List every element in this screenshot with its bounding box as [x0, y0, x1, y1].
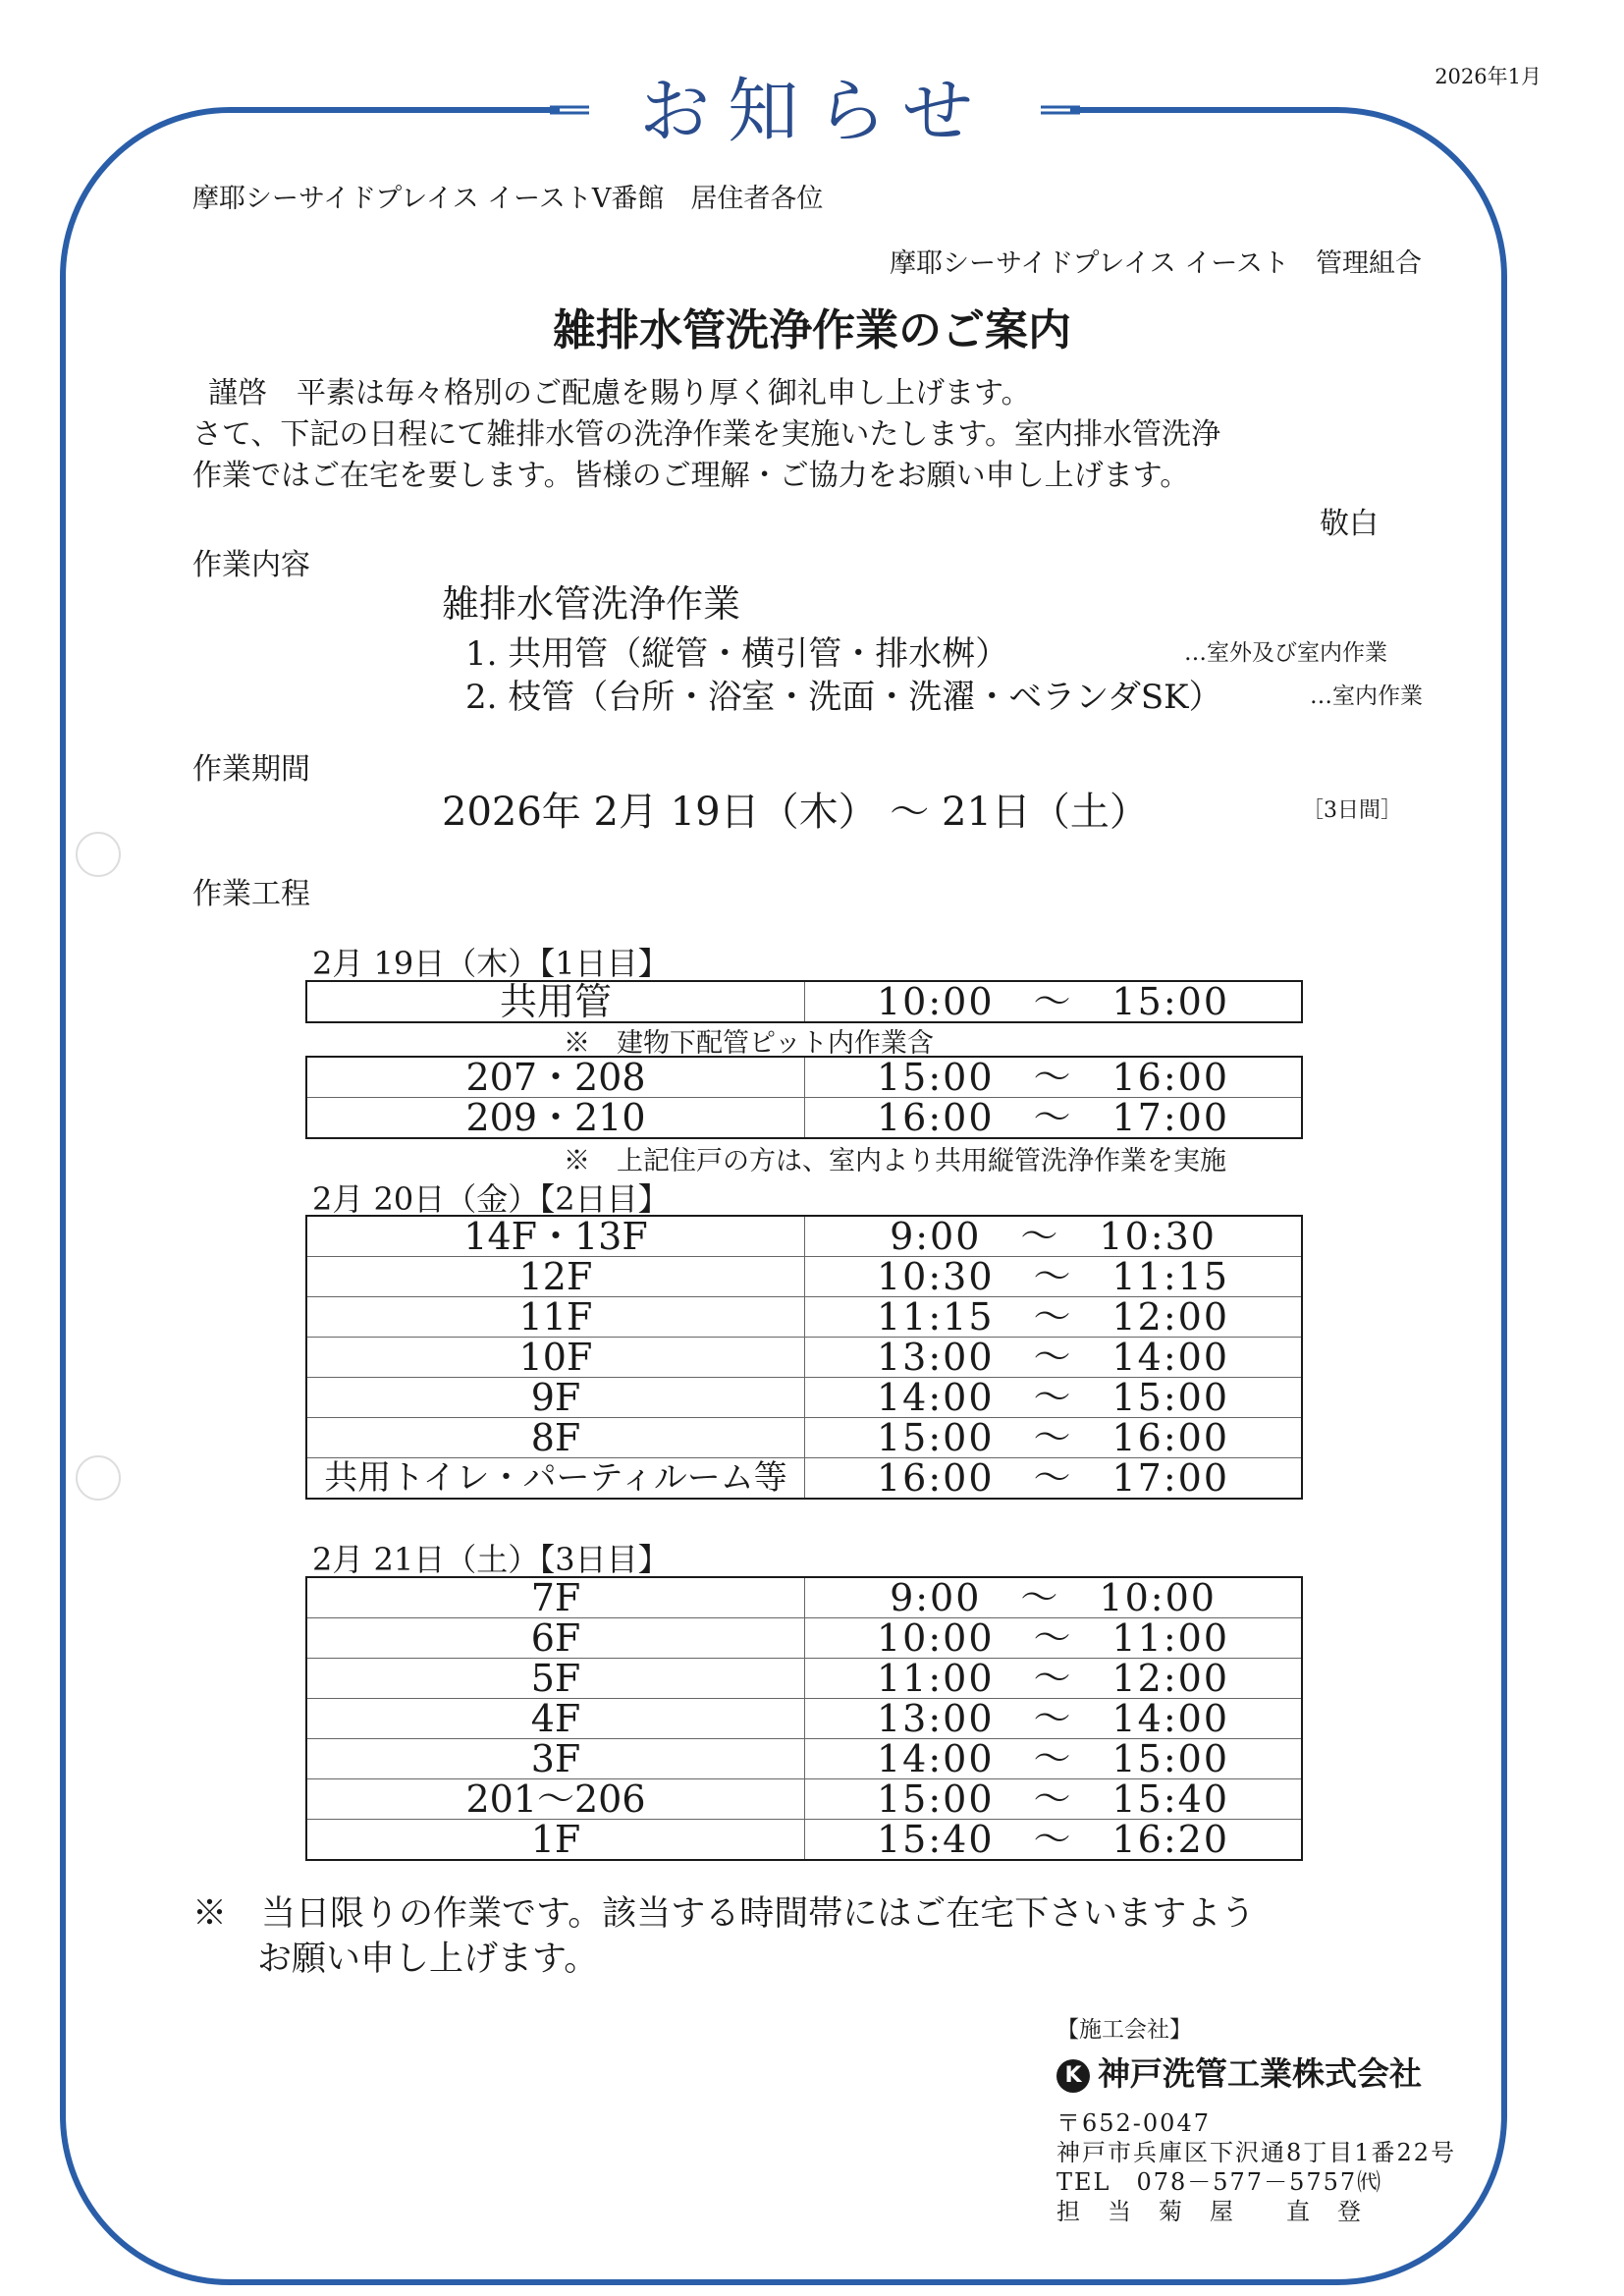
footer-line: お願い申し上げます。	[257, 1940, 599, 1979]
greeting-body	[192, 373, 1479, 497]
company-logo-icon: K	[1056, 2059, 1090, 2093]
work-label: 作業内容	[192, 548, 310, 582]
time-cell: 15:00 ～ 16:00	[805, 1418, 1303, 1458]
greeting-line: さて、下記の日程にて雑排水管の洗浄作業を実施いたします。室内排水管洗浄	[192, 417, 1220, 452]
greeting-line: 謹啓 平素は毎々格別のご配慮を賜り厚く御礼申し上げます。	[208, 376, 1031, 410]
company-label: 【施工会社】	[1056, 2017, 1192, 2043]
location-cell: 7F	[306, 1577, 805, 1618]
table-row	[306, 1820, 1302, 1861]
table-row	[306, 1739, 1302, 1779]
notice-title: お知らせ	[589, 67, 1041, 155]
period-label: 作業期間	[192, 752, 310, 787]
table-row	[306, 1297, 1302, 1338]
time-cell: 13:00 ～ 14:00	[805, 1338, 1303, 1378]
location-cell: 4F	[306, 1699, 805, 1739]
day1-table-units	[305, 1056, 1303, 1139]
location-cell: 207・208	[306, 1057, 805, 1098]
location-cell: 5F	[306, 1659, 805, 1699]
issue-date: 2026年1月	[1435, 65, 1542, 88]
table-row	[306, 1458, 1302, 1500]
table-row	[306, 1057, 1302, 1098]
time-cell: 14:00 ～ 15:00	[805, 1378, 1303, 1418]
work-item-2: 2. 枝管（台所・浴室・洗面・洗濯・ベランダSK）	[465, 678, 1222, 717]
time-cell: 16:00 ～ 17:00	[805, 1458, 1303, 1500]
addressee: 摩耶シーサイドプレイス イーストⅤ番館 居住者各位	[192, 184, 824, 214]
time-cell: 16:00 ～ 17:00	[805, 1098, 1303, 1139]
time-cell: 9:00 ～ 10:00	[805, 1577, 1303, 1618]
day1-heading: 2月 19日（木）【1日目】	[312, 945, 670, 982]
table-row	[306, 1338, 1302, 1378]
location-cell: 9F	[306, 1378, 805, 1418]
location-cell: 1F	[306, 1820, 805, 1861]
location-cell: 14F・13F	[306, 1216, 805, 1257]
time-cell: 10:30 ～ 11:15	[805, 1257, 1303, 1297]
company-name-block	[1056, 2049, 1422, 2095]
day2-table	[305, 1215, 1303, 1500]
footer-notice	[192, 1891, 1255, 1982]
table-row	[306, 1779, 1302, 1820]
table-row	[306, 1618, 1302, 1659]
time-cell: 10:00 ～ 15:00	[805, 981, 1303, 1022]
table-row	[306, 1216, 1302, 1257]
location-cell: 201～206	[306, 1779, 805, 1820]
company-tel: TEL 078－577－5757㈹	[1056, 2168, 1383, 2196]
location-cell: 8F	[306, 1418, 805, 1458]
day1-table-common	[305, 980, 1303, 1023]
location-cell: 12F	[306, 1257, 805, 1297]
location-cell: 3F	[306, 1739, 805, 1779]
location-cell: 共用トイレ・パーティルーム等	[306, 1458, 805, 1500]
sender: 摩耶シーサイドプレイス イースト 管理組合	[890, 248, 1422, 279]
company-postal: 〒652-0047	[1056, 2109, 1211, 2137]
subject-heading: 雑排水管洗浄作業のご案内	[553, 305, 1071, 355]
work-item-2-note: …室内作業	[1310, 683, 1423, 709]
time-cell: 9:00 ～ 10:30	[805, 1216, 1303, 1257]
time-cell: 11:15 ～ 12:00	[805, 1297, 1303, 1338]
time-cell: 11:00 ～ 12:00	[805, 1659, 1303, 1699]
time-cell: 15:00 ～ 15:40	[805, 1779, 1303, 1820]
table-row	[306, 1257, 1302, 1297]
process-label: 作業工程	[192, 877, 310, 911]
location-cell: 10F	[306, 1338, 805, 1378]
company-contact: 担 当 菊 屋 直 登	[1056, 2198, 1363, 2225]
period-days: ［3日間］	[1302, 798, 1402, 823]
time-cell: 15:00 ～ 16:00	[805, 1057, 1303, 1098]
location-cell: 11F	[306, 1297, 805, 1338]
table-row	[306, 1098, 1302, 1139]
time-cell: 10:00 ～ 11:00	[805, 1618, 1303, 1659]
day2-heading: 2月 20日（金）【2日目】	[312, 1180, 670, 1218]
time-cell: 14:00 ～ 15:00	[805, 1739, 1303, 1779]
work-name: 雑排水管洗浄作業	[442, 582, 741, 626]
work-item-1: 1. 共用管（縦管・横引管・排水桝）	[465, 634, 1009, 674]
period-value: 2026年 2月 19日（木） ～ 21日（土）	[442, 790, 1149, 835]
location-cell: 209・210	[306, 1098, 805, 1139]
day1-note-b: ※ 上記住戸の方は、室内より共用縦管洗浄作業を実施	[564, 1146, 1226, 1176]
table-row	[306, 1378, 1302, 1418]
table-row	[306, 1418, 1302, 1458]
greeting-line: 作業ではご在宅を要します。皆様のご理解・ご協力をお願い申し上げます。	[192, 459, 1190, 493]
location-cell: 6F	[306, 1618, 805, 1659]
time-cell: 13:00 ～ 14:00	[805, 1699, 1303, 1739]
time-cell: 15:40 ～ 16:20	[805, 1820, 1303, 1861]
greeting-closing: 敬白	[1320, 507, 1379, 541]
location-cell: 共用管	[306, 981, 805, 1022]
table-row	[306, 981, 1302, 1022]
day1-note-a: ※ 建物下配管ピット内作業含	[564, 1028, 934, 1059]
company-name: 神戸洗管工業株式会社	[1098, 2054, 1422, 2093]
day3-heading: 2月 21日（土）【3日目】	[312, 1541, 670, 1578]
footer-line: ※ 当日限りの作業です。該当する時間帯にはご在宅下さいますよう	[192, 1894, 1256, 1934]
day3-table	[305, 1576, 1303, 1861]
table-row	[306, 1577, 1302, 1618]
table-row	[306, 1699, 1302, 1739]
company-address: 神戸市兵庫区下沢通8丁目1番22号	[1056, 2139, 1457, 2166]
work-item-1-note: …室外及び室内作業	[1184, 640, 1387, 666]
table-row	[306, 1659, 1302, 1699]
